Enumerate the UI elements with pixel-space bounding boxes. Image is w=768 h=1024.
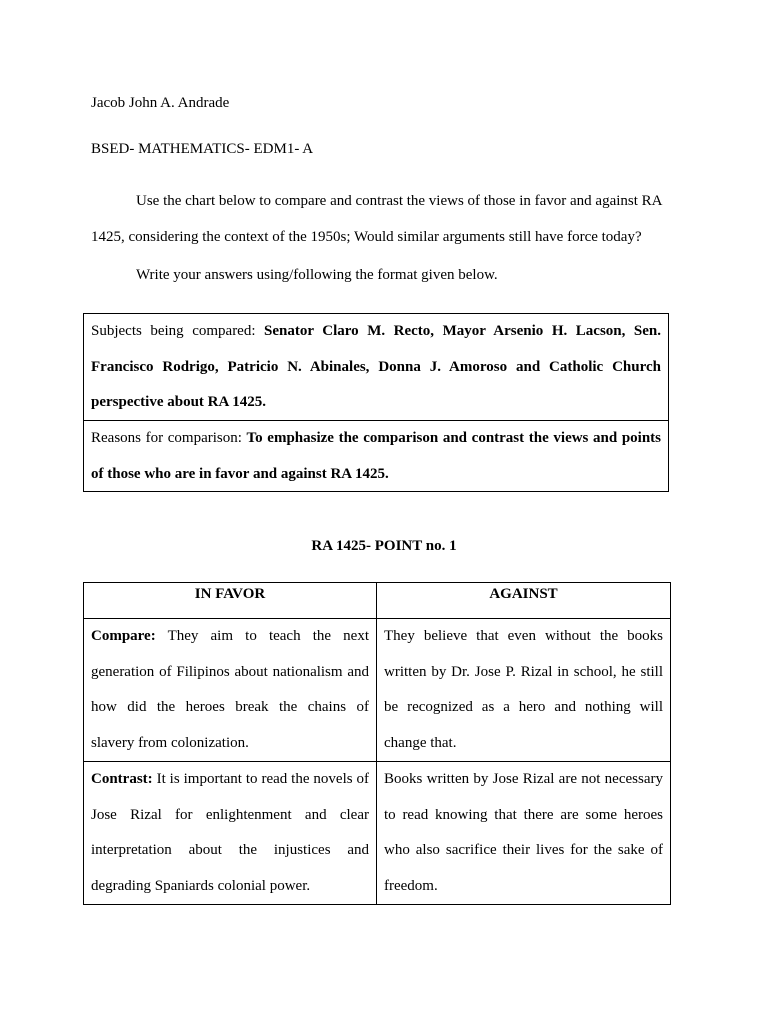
table-header-row — [84, 583, 671, 619]
compare-in-favor-cell — [84, 619, 377, 762]
contrast-in-favor-cell — [84, 762, 377, 905]
contrast-against-cell: Books written by Jose Rizal are not necessary to read knowing that there are some heroes who also sacrifice their lives for the sake of freedom. — [377, 762, 671, 905]
compare-label: Compare: — [91, 628, 156, 644]
table-row — [84, 762, 671, 905]
reasons-label: Reasons for comparison: — [91, 430, 242, 446]
course-section: BSED- MATHEMATICS- EDM1- A — [91, 141, 314, 157]
compare-against-cell: They believe that even without the books written by Dr. Jose P. Rizal in school, he still be recognized as a hero and nothing will change that. — [377, 619, 671, 762]
reasons-value: To emphasize the comparison and contrast the views and points of those who are in favor and against RA 1425. — [91, 430, 662, 482]
header-against: AGAINST — [377, 583, 671, 619]
comparison-table — [83, 582, 671, 905]
subjects-label: Subjects being compared: — [91, 323, 256, 339]
subjects-value: Senator Claro M. Recto, Mayor Arsenio H. Lacson, Sen. Francisco Rodrigo, Patricio N. Abinales, Donna J. Amoroso and Catholic Church perspective about RA 1425. — [91, 323, 661, 410]
compare-in-favor-text: They aim to teach the next generation of Filipinos about nationalism and how did the heroes break the chains of slavery from colonization. — [91, 628, 369, 751]
instruction-paragraph: Use the chart below to compare and contrast the views of those in favor and against RA 1425, considering the context of the 1950s; Would similar arguments still have force today? — [91, 193, 662, 245]
format-note: Write your answers using/following the format given below. — [136, 267, 498, 283]
subjects-box — [83, 313, 669, 492]
author-name: Jacob John A. Andrade — [91, 95, 230, 111]
header-in-favor: IN FAVOR — [84, 583, 377, 619]
reasons-cell — [84, 420, 668, 491]
contrast-label: Contrast: — [91, 771, 153, 787]
contrast-in-favor-text: It is important to read the novels of Jose Rizal for enlightenment and clear interpretation about the injustices and degrading Spaniards colonial power. — [91, 771, 370, 894]
subjects-cell — [84, 314, 668, 420]
table-row — [84, 619, 671, 762]
section-title: RA 1425- POINT no. 1 — [311, 538, 457, 554]
